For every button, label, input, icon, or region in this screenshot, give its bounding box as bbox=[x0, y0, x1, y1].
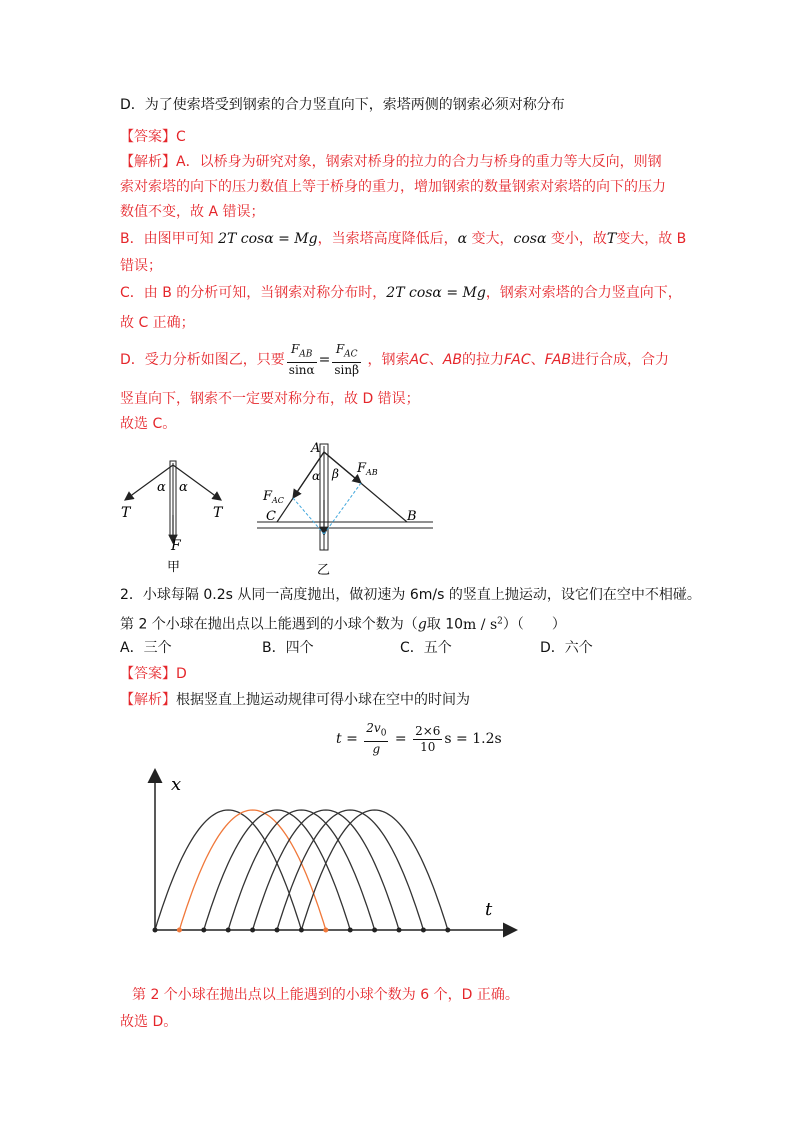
q1-analysis-b-line2: 错误； bbox=[120, 258, 162, 274]
q1-analysis-a-line3: 数值不变，故 A 错误； bbox=[120, 204, 265, 220]
unit-text: m / s bbox=[463, 616, 498, 633]
symbol-alpha: α bbox=[457, 231, 468, 247]
symbol-t: t bbox=[336, 731, 342, 747]
t-right-label: T bbox=[213, 505, 223, 521]
text: C．由 B 的分析可知，当钢索对称分布时， bbox=[120, 285, 387, 301]
answer-value: D bbox=[176, 666, 187, 682]
q1-analysis-c-line1 bbox=[120, 283, 682, 303]
q1-analysis-b-line1 bbox=[120, 229, 686, 249]
fraction-2x6-10 bbox=[413, 724, 442, 755]
alpha-label: α bbox=[312, 469, 321, 483]
q2-option-b[interactable]: B．四个 bbox=[262, 640, 314, 656]
f-symbol: F bbox=[290, 341, 300, 356]
analysis-text: A．以桥身为研究对象，钢索对桥身的拉力的合力与桥身的重力等大反向，则钢 bbox=[176, 154, 662, 170]
unit bbox=[463, 617, 503, 633]
figure-caption-yi: 乙 bbox=[317, 563, 331, 578]
text: 变大，故 B bbox=[616, 231, 687, 247]
text: 变小，故 bbox=[550, 231, 607, 247]
q1-analysis-d-line1 bbox=[120, 340, 669, 380]
trajectory-ball-4 bbox=[228, 810, 374, 930]
label-ab: AB bbox=[442, 352, 463, 368]
text: ，当索塔高度降低后， bbox=[317, 231, 458, 247]
q2-option-a[interactable]: A．三个 bbox=[120, 640, 172, 656]
q2-result-line: 第 2 个小球在抛出点以上能遇到的小球个数为 6 个，D 正确。 bbox=[132, 987, 519, 1003]
equals: = bbox=[318, 352, 331, 368]
text: 第 2 个小球在抛出点以上能遇到的小球个数为（ bbox=[120, 616, 418, 633]
trajectory-ball-6 bbox=[277, 810, 423, 930]
x-axis-label: t bbox=[485, 899, 493, 920]
subscript: 0 bbox=[380, 728, 387, 739]
q1-answer bbox=[120, 127, 186, 147]
numerator: 2v bbox=[366, 720, 381, 735]
time-marker bbox=[445, 928, 450, 933]
answer-label: 【答案】 bbox=[120, 666, 176, 682]
equals: = bbox=[394, 731, 407, 747]
f-label: F bbox=[171, 538, 181, 554]
trajectory-ball-2 bbox=[179, 810, 325, 930]
text: ）（ ） bbox=[502, 616, 566, 633]
figure-jia bbox=[115, 455, 235, 580]
figure-yi bbox=[255, 440, 435, 580]
dashed-line-2 bbox=[324, 483, 361, 534]
t-left-label: T bbox=[121, 505, 131, 521]
answer-label: 【答案】 bbox=[120, 129, 176, 145]
denominator: 10 bbox=[420, 739, 436, 754]
dashed-line-1 bbox=[293, 498, 324, 534]
point-a-label: A bbox=[311, 441, 321, 456]
text: ，钢索对索塔的合力竖直向下， bbox=[485, 285, 682, 301]
q2-option-d[interactable]: D．六个 bbox=[540, 640, 593, 656]
denominator: g bbox=[372, 742, 381, 757]
force-fab-arrow bbox=[324, 452, 361, 483]
text: D．受力分析如图乙，只要 bbox=[120, 352, 285, 368]
displacement-time-chart bbox=[135, 765, 525, 945]
numerator: 2×6 bbox=[415, 723, 441, 738]
q2-conclusion: 故选 D。 bbox=[120, 1014, 178, 1030]
denominator: sinβ bbox=[334, 363, 360, 378]
denominator: sinα bbox=[288, 363, 315, 378]
fraction-fac bbox=[332, 342, 361, 378]
time-marker bbox=[421, 928, 426, 933]
trajectory-ball-5 bbox=[253, 810, 399, 930]
trajectory-ball-7 bbox=[301, 810, 447, 930]
q1-analysis-a-line1 bbox=[120, 152, 662, 172]
q1-analysis-c-line2: 故 C 正确； bbox=[120, 315, 195, 331]
q2-answer bbox=[120, 664, 187, 684]
symbol-cos: cosα bbox=[513, 231, 547, 247]
time-marker bbox=[299, 928, 304, 933]
q1-conclusion: 故选 C。 bbox=[120, 416, 177, 432]
text: B．由图甲可知 bbox=[120, 231, 214, 247]
text: 、 bbox=[428, 352, 443, 368]
text: 、 bbox=[530, 352, 545, 368]
alpha-right-label: α bbox=[179, 480, 188, 495]
beta-label: β bbox=[332, 467, 339, 481]
time-marker bbox=[372, 928, 377, 933]
text: 取 10 bbox=[426, 616, 464, 633]
text: ，钢索 bbox=[367, 352, 410, 368]
time-marker bbox=[275, 928, 280, 933]
time-marker bbox=[397, 928, 402, 933]
point-b-label: B bbox=[407, 509, 417, 524]
q1-analysis-a-line2: 索对索塔的向下的压力数值上等于桥身的重力，增加钢索的数量钢索对索塔的向下的压力 bbox=[120, 179, 666, 195]
result: s = 1.2s bbox=[444, 731, 502, 747]
y-axis-label: x bbox=[171, 774, 182, 795]
answer-value: C bbox=[176, 129, 186, 145]
trajectory-curves bbox=[153, 810, 451, 933]
alpha-left-label: α bbox=[157, 480, 166, 495]
label-fac: FAC bbox=[504, 352, 531, 368]
text: 进行合成，合力 bbox=[571, 352, 670, 368]
time-marker bbox=[323, 928, 328, 933]
equation: 2T cosα = Mg bbox=[386, 285, 486, 301]
analysis-label: 【解析】 bbox=[120, 154, 176, 170]
fac-label: $F_{AC}$ bbox=[263, 489, 284, 505]
symbol-g: g bbox=[417, 616, 427, 633]
label-fab: FAB bbox=[544, 352, 572, 368]
tension-left-arrow bbox=[125, 465, 173, 500]
time-marker bbox=[226, 928, 231, 933]
figure-caption-jia: 甲 bbox=[167, 560, 181, 575]
time-marker bbox=[153, 928, 158, 933]
q2-stem-line2 bbox=[120, 611, 566, 635]
subscript: AC bbox=[344, 349, 358, 360]
q2-stem-line1: 2．小球每隔 0.2s 从同一高度抛出，做初速为 6m/s 的竖直上抛运动，设它们在空中不相碰。 bbox=[120, 587, 701, 603]
fraction-2v0-g bbox=[364, 721, 388, 757]
fab-label: $F_{AB}$ bbox=[357, 461, 378, 477]
text: 的拉力 bbox=[462, 352, 505, 368]
q2-formula bbox=[336, 720, 502, 758]
trajectory-ball-1 bbox=[155, 810, 301, 930]
equation: 2T cosα = Mg bbox=[218, 231, 318, 247]
q2-analysis-line1 bbox=[120, 690, 470, 710]
analysis-text: 根据竖直上抛运动规律可得小球在空中的时间为 bbox=[176, 692, 470, 708]
subscript: AB bbox=[299, 349, 313, 360]
text: 变大， bbox=[471, 231, 514, 247]
time-marker bbox=[201, 928, 206, 933]
time-marker bbox=[250, 928, 255, 933]
fraction-fab bbox=[287, 342, 317, 378]
label-ac: AC bbox=[409, 352, 429, 368]
unit-sup: 2 bbox=[497, 616, 503, 626]
equals: = bbox=[346, 731, 358, 747]
symbol-T: T bbox=[606, 231, 617, 247]
trajectory-ball-3 bbox=[204, 810, 350, 930]
f-symbol: F bbox=[335, 341, 345, 356]
q1-analysis-d-line2: 竖直向下，钢索不一定要对称分布，故 D 错误； bbox=[120, 391, 420, 407]
time-marker bbox=[348, 928, 353, 933]
q1-option-d: D．为了使索塔受到钢索的合力竖直向下，索塔两侧的钢索必须对称分布 bbox=[120, 97, 565, 113]
time-marker bbox=[177, 928, 182, 933]
point-c-label: C bbox=[266, 509, 276, 524]
q2-option-c[interactable]: C．五个 bbox=[400, 640, 452, 656]
analysis-label: 【解析】 bbox=[120, 692, 176, 708]
